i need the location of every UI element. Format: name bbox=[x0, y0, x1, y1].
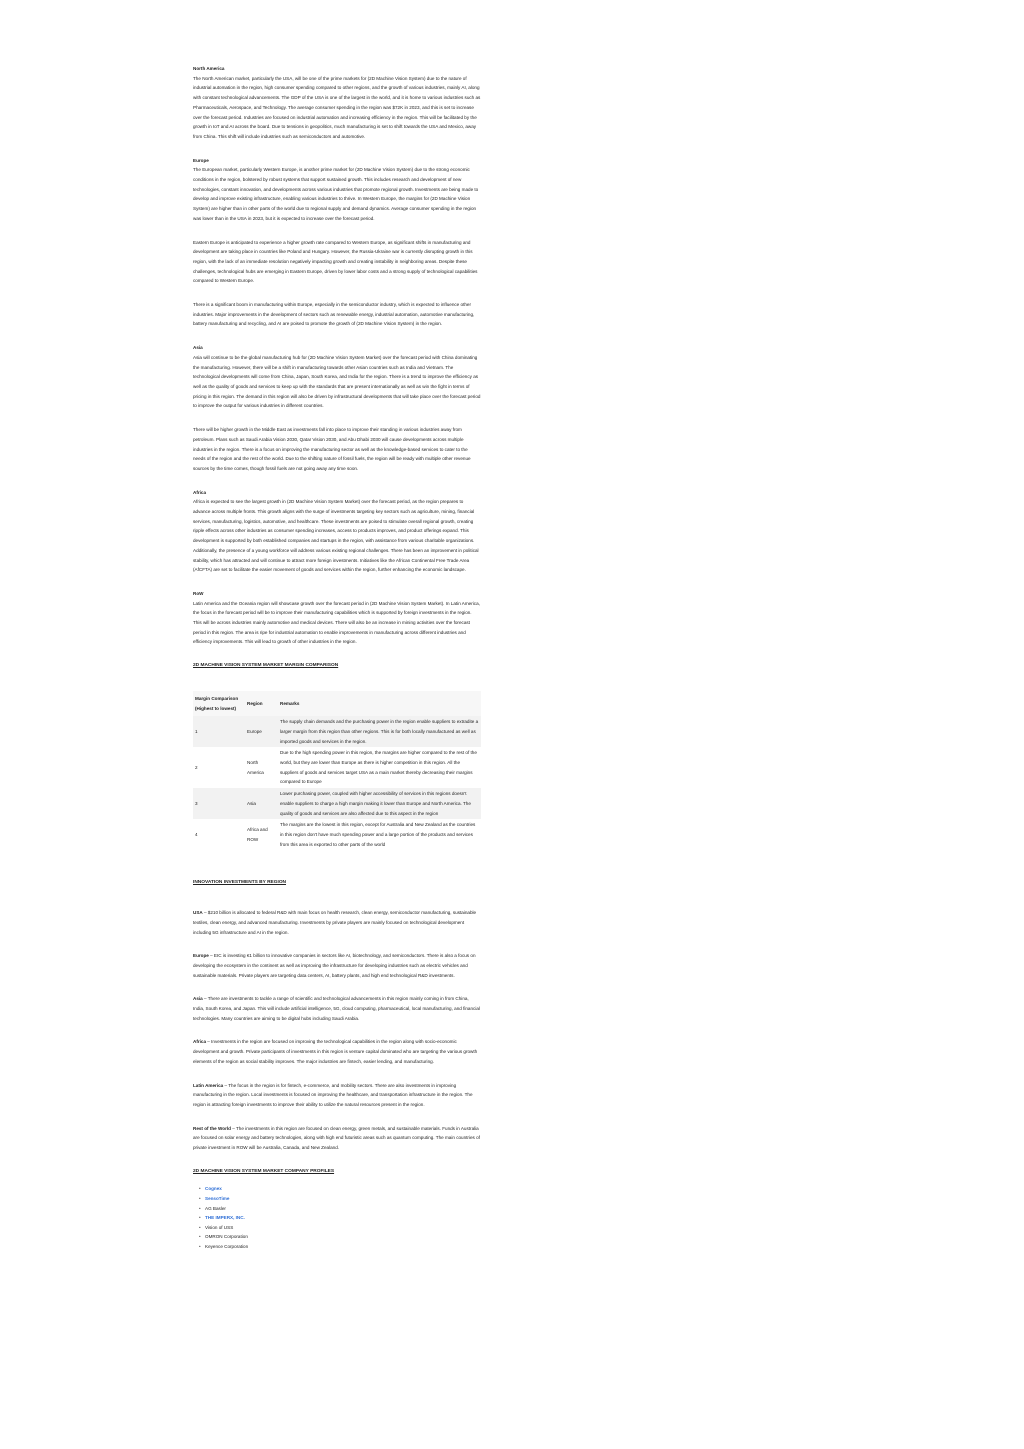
region-cell: North America bbox=[247, 760, 264, 775]
table-row bbox=[193, 716, 481, 747]
header-margin-comparison: Margin Comparison (Highest to lowest) bbox=[195, 695, 239, 711]
paragraph: Eastern Europe is anticipated to experience a higher growth rate compared to Western Europe, as significant shifts in manufacturing and development are taking place in countries like Poland and Hungary. However, the Russia-Ukraine war is currently disrupting growth in this region, with the lack of an immediate resolution negatively impacting growth and creating instability in neighboring areas. Despite these challenges, technological hubs are emerging in Eastern Europe, driven by lower labor costs and a strong supply of technological capabilities compared to Western Europe. bbox=[193, 239, 478, 284]
section-title: RoW bbox=[193, 590, 204, 596]
region-africa bbox=[193, 488, 481, 575]
table-row bbox=[193, 788, 481, 819]
remarks-cell: Due to the high spending power in this region, the margins are higher compared to the rest of the world, but they are lower than Europe as there is higher competition in this region. All the suppliers of goods and services target USA as a main market thereby decreasing their margins compared to Europe bbox=[280, 750, 477, 785]
innovation-item-europe bbox=[193, 951, 481, 980]
remarks-cell: The margins are the lowest in this region, except for Australia and New Zealand as the countries in this region don't have much spending power and a large portion of the products and services from this area is exported to other parts of the world bbox=[280, 822, 476, 847]
region-europe bbox=[193, 156, 481, 330]
header-remarks: Remarks bbox=[280, 700, 300, 706]
remarks-cell: The supply chain demands and the purchasing power in the region enable suppliers to extradite a larger margin from this region than other regions. This is for both locally manufactured as well as imported goods and services in the region. bbox=[280, 719, 479, 744]
table-row bbox=[193, 747, 481, 788]
section-title: Asia bbox=[193, 345, 203, 351]
innovation-heading: INNOVATION INVESTMENTS BY REGION bbox=[193, 880, 287, 886]
innovation-text: – There are investments to tackle a range of scientific and technological advancements in this region mainly coming in from China, India, South Korea, and Japan. This will include artificial intelligence, 5G, cloud computing, pharmaceutical, local manufacturing, and financial technologies. Many countries are aiming to be digital hubs including Saudi Arabia. bbox=[193, 996, 480, 1021]
company-link-imperx[interactable]: • THE IMPERX, INC. bbox=[201, 1213, 481, 1223]
rank-cell: 3 bbox=[195, 800, 198, 806]
paragraph: There is a significant boom in manufacturing within Europe, especially in the semiconductor industry, which is expected to influence other industries. Major improvements in the development of sectors such as renewable energy, industrial automation, automotive manufacturing, battery manufacturing and recycling, and AI are poised to promote the growth of (2D Machine Vision System) in the region. bbox=[193, 302, 475, 327]
rank-cell: 4 bbox=[195, 832, 198, 837]
region-row bbox=[193, 589, 481, 647]
innovation-list bbox=[193, 908, 481, 1153]
innovation-text: – The focus in the region is for fintech, e-commerce, and mobility sectors. There are also investments in improving manufacturing in the region. Local investments is focused on improving the healthcare, and transportation infrastructure in the region. The region is attracting foreign investments to improve their ability to utilize the natural resources present in the region. bbox=[193, 1082, 473, 1107]
company-item-ag-basler: • AG Basler bbox=[201, 1204, 481, 1214]
region-asia bbox=[193, 343, 481, 473]
paragraph: Asia will continue to be the global manufacturing hub for (2D Machine Vision System Market) over the forecast period with China dominating the manufacturing. However, there will be a shift in manufacturing towards other Asian countries such as India and Vietnam. The technological developments will come from China, Japan, South Korea, and India for the region. There is a trend to improve the efficiency as well as the quality of goods and services to keep up with the standards that are present internationally as well as win the fight in terms of pricing in this region. The demand in this region will also be driven by infrastructural developments that will take place over the forecast period to improve the output for various industries in different countries. bbox=[193, 354, 481, 409]
regional-analysis bbox=[193, 64, 481, 647]
innovation-item-usa bbox=[193, 908, 481, 937]
company-link-sensotime[interactable]: • SensoTime bbox=[201, 1194, 481, 1204]
innovation-item-asia bbox=[193, 994, 481, 1023]
paragraph: The North American market, particularly the USA, will be one of the prime markets for (2D Machine Vision System) due to the nature of industrial automation in the region, high consumer spending compared to other regions, and the growth of various industries, mainly AI, along with constant technological advancements. The GDP of the USA is one of the largest in the world, and it is home to various industries such as Pharmaceuticals, Aerospace, and Technology. The average consumer spending in the region was $72K in 2023, and this is set to increase over the forecast period. Industries are focused on industrial automation and increasing efficiency in the region. This will be facilitated by the growth in IoT and AI across the board. Due to tensions in geopolitics, much manufacturing is set to shift towards the USA and Mexico, away from China. This shift will include industries such as semiconductors and automotive. bbox=[193, 75, 481, 139]
table-row bbox=[193, 819, 481, 850]
innovation-text: – EIC is investing €1 billion to innovative companies in sectors like AI, biotechnology, and semiconductors. There is also a focus on developing the ecosystem in the continent as well as improving the infrastructure for developing industries such as electric vehicles and sustainable materials. Private players are targeting data centers, AI, battery plants, and high end technological R&D investments. bbox=[193, 953, 476, 978]
innovation-item-latin-america bbox=[193, 1081, 481, 1110]
innovation-item-africa bbox=[193, 1037, 481, 1066]
paragraph: Latin America and the Oceania region will showcase growth over the forecast period in (2D Machine Vision System Market). In Latin America, the focus in the forecast period will be to improve their manufacturing capabilities which is supported by foreign investments in the region. This will be across industries mainly automotive and medical devices. There will also be an increase in mining activities over the forecast period in this region. The area is ripe for industrial automation to enable improvements in manufacturing across different industries and efficiency improvements. This will lead to growth of other industries in the region. bbox=[193, 600, 480, 645]
region-cell: Africa and ROW bbox=[247, 827, 268, 842]
section-title: North America bbox=[193, 66, 225, 71]
header-region: Region bbox=[247, 700, 263, 706]
company-link-cognex[interactable]: • Cognex bbox=[201, 1184, 481, 1194]
paragraph: There will be higher growth in the Middle East as investments fall into place to improve their standing in various industries away from petroleum. Plans such as Saudi Arabia Vision 2030, Qatar Vision 2030, and Abu Dhabi 2030 will cause developments across multiple industries in the region. There is a focus on improving the manufacturing sector as well as the knowledge-based services to cater to the needs of the region and the rest of the world. Due to the shifting nature of fossil fuels, the region will be ready with multiple other revenue sources by the time comes, though fossil fuels are not going away any time soon. bbox=[193, 427, 471, 471]
innovation-text: – $210 billion is allocated to federal R&D with main focus on health research, clean energy, semiconductor manufacturing, sustainable textiles, clean energy, and advanced manufacturing. Investments by private players are mainly focused on technological development including 5G infrastructure and AI in the region. bbox=[193, 910, 477, 935]
company-item-keyence: • Keyence Corporation bbox=[201, 1242, 481, 1252]
paragraph: The European market, particularly Western Europe, is another prime market for (2D Machine Vision System) due to the strong economic conditions in the region, bolstered by robust systems that support sustained growth. This includes research and development of new technologies, constant innovation, and developments across various industries that promote regional growth. Investments are being made to develop and improve existing infrastructure, enabling various industries to thrive. In Western Europe, the margins for (2D Machine Vision System) are higher than in other parts of the world due to regional supply and demand dynamics. Average consumer spending in the region was lower than in the USA in 2023, but it is expected to increase over the forecast period. bbox=[193, 167, 479, 221]
innovation-label: Rest of the World bbox=[193, 1125, 231, 1131]
paragraph: Africa is expected to see the largest growth in (2D Machine Vision System Market) over the forecast period, as the region prepares to advance across multiple fronts. This growth aligns with the surge of investments targeting key sectors such as agriculture, mining, financial services, manufacturing, logistics, automotive, and healthcare. These investments are poised to stimulate overall regional growth, creating ripple effects across other industries as consumer spending increases, access to products improves, and product offerings expand. This development is supported by both established companies and startups in the region, with assistance from various charitable organizations. Additionally, the presence of a young workforce will address various existing regional challenges. There has been an improvement in political stability, which has attracted and will continue to attract more foreign investments. Initiatives like the African Continental Free Trade Area (AfCFTA) are set to facilitate the easier movement of goods and services within the region, further enhancing the economic landscape. bbox=[193, 499, 479, 573]
innovation-label: Latin America bbox=[193, 1082, 224, 1088]
innovation-label: Europe bbox=[193, 953, 209, 959]
section-title: Europe bbox=[193, 157, 209, 163]
company-list bbox=[193, 1184, 481, 1251]
rank-cell: 2 bbox=[195, 764, 198, 770]
company-profiles-heading: 2D MACHINE VISION SYSTEM MARKET COMPANY PROFILES bbox=[193, 1168, 335, 1174]
region-cell: Asia bbox=[247, 800, 256, 806]
innovation-item-rest-of-world bbox=[193, 1124, 481, 1153]
innovation-label: USA bbox=[193, 910, 203, 916]
margin-comparison-table bbox=[193, 691, 481, 851]
region-north-america bbox=[193, 64, 481, 142]
innovation-label: Africa bbox=[193, 1039, 207, 1045]
section-title: Africa bbox=[193, 489, 207, 495]
rank-cell: 1 bbox=[195, 728, 198, 734]
document-body bbox=[193, 64, 481, 1252]
innovation-text: – Investments in the region are focused on improving the technological capabilities in the region along with socio-economic development and growth. Private participants of investments in this region is venture capital dominated who are targeting the various growth elements of the region as social stability improves. The major industries are fintech, easier lending, and manufacturing. bbox=[193, 1039, 478, 1064]
company-item-vision-of-uss: • Vision of USS bbox=[201, 1223, 481, 1233]
table-header-row bbox=[193, 691, 481, 716]
remarks-cell: Lower purchasing power, coupled with higher accessibility of services in this regions doesn't enable suppliers to charge a high margin making it lower than Europe and North America. The quality of goods and services are also affected due to this aspect in the region bbox=[280, 791, 471, 816]
innovation-text: – The investments in this region are focused on clean energy, green metals, and sustainable materials. Funds in Australia are focused on solar energy and battery technologies, along with high end futuristic areas such as quantum computing. The main countries of private investment in ROW will be Australia, Canada, and New Zealand. bbox=[193, 1125, 480, 1151]
company-item-omron: • OMRON Corporation bbox=[201, 1232, 481, 1242]
region-cell: Europe bbox=[247, 728, 262, 734]
margin-comparison-heading: 2D MACHINE VISION SYSTEM MARKET MARGIN COMPARISON bbox=[193, 663, 339, 669]
innovation-label: Asia bbox=[193, 996, 203, 1002]
